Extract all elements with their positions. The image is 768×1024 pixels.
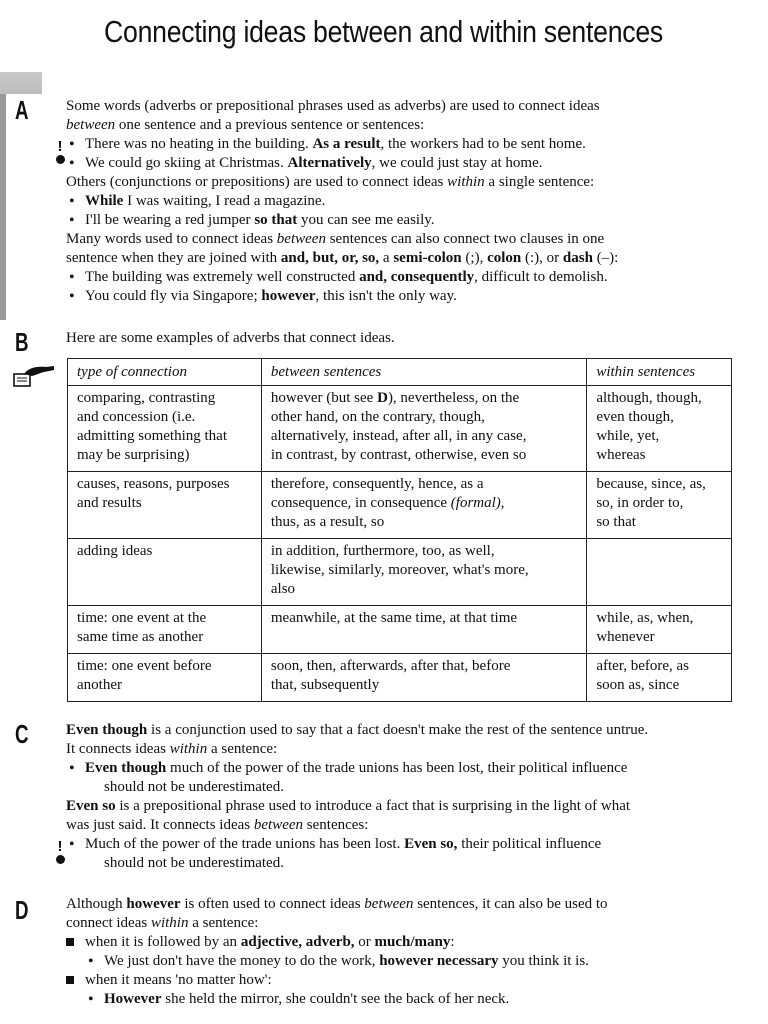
section-b-intro-text: Here are some examples of adverbs that connect ideas. — [66, 330, 395, 346]
example-bullet: • There was no heating in the building. As a result, the workers had to be sent home. — [66, 135, 746, 154]
example-bullet-continuation: should not be underestimated. — [104, 855, 284, 871]
table-cell-within: although, though, even though, while, yet, whereas — [587, 386, 732, 472]
section-a-line-1: Some words (adverbs or prepositional phrases used as adverbs) are used to connect ideas — [66, 98, 600, 114]
table-row — [68, 539, 732, 606]
section-a — [66, 97, 746, 306]
section-letter-d: D — [15, 895, 29, 925]
section-letter-a: A — [15, 95, 29, 125]
example-bullet: • We just don't have the money to do the work, however necessary you think it is. — [85, 952, 746, 971]
section-c — [66, 721, 746, 873]
table-cell-between: meanwhile, at the same time, at that time — [261, 606, 586, 654]
section-d-line-1: Although however is often used to connect ideas between sentences, it can also be used to — [66, 896, 608, 912]
section-a-line-2: between one sentence and a previous sentence or sentences: — [66, 117, 425, 133]
example-bullet-continuation: should not be underestimated. — [104, 779, 284, 795]
exclamation-warning-icon: ! — [53, 140, 67, 164]
example-bullet: • I'll be wearing a red jumper so that you can see me easily. — [66, 211, 746, 230]
column-header: type of connection — [68, 359, 262, 386]
connectors-table — [67, 358, 732, 702]
table-cell-type: time: one event at the same time as another — [68, 606, 262, 654]
table-cell-type: adding ideas — [68, 539, 262, 606]
example-bullet: • We could go skiing at Christmas. Alternatively, we could just stay at home. — [66, 154, 746, 173]
sidebar-strip — [0, 72, 6, 320]
sidebar-tab — [0, 72, 42, 94]
section-d-line-2: connect ideas within a sentence: — [66, 915, 259, 931]
table-cell-type: causes, reasons, purposes and results — [68, 472, 262, 539]
table-cell-type: comparing, contrasting and concession (i.e. admitting something that may be surprising) — [68, 386, 262, 472]
table-cell-type: time: one event before another — [68, 654, 262, 702]
example-bullet: • However she held the mirror, she couldn't see the back of her neck. — [85, 990, 746, 1009]
pointing-hand-icon — [12, 364, 56, 390]
example-bullet: • While I was waiting, I read a magazine. — [66, 192, 746, 211]
section-c-line-1: Even though is a conjunction used to say that a fact doesn't make the rest of the sentence untrue. — [66, 722, 649, 738]
table-cell-within: after, before, as soon as, since — [587, 654, 732, 702]
section-b-intro — [66, 329, 746, 348]
section-c-line-4: was just said. It connects ideas between sentences: — [66, 817, 369, 833]
section-c-line-2: It connects ideas within a sentence: — [66, 741, 278, 757]
table-cell-within: because, since, as, so, in order to, so that — [587, 472, 732, 539]
table-row — [68, 654, 732, 702]
table-cell-between: however (but see D), nevertheless, on the other hand, on the contrary, though, alternatively, instead, after all, in any case, in contrast, by contrast, otherwise, even so — [261, 386, 586, 472]
table-cell-between: soon, then, afterwards, after that, before that, subsequently — [261, 654, 586, 702]
example-bullet: • The building was extremely well constructed and, consequently, difficult to demolish. — [66, 268, 746, 287]
example-bullet: • Much of the power of the trade unions has been lost. Even so, their political influence — [66, 835, 746, 854]
example-bullet: • Even though much of the power of the trade unions has been lost, their political influence — [66, 759, 746, 778]
section-letter-b: B — [15, 327, 29, 357]
example-bullet: • You could fly via Singapore; however, this isn't the only way. — [66, 287, 746, 306]
table-row — [68, 606, 732, 654]
rule-item: when it means 'no matter how': — [66, 971, 746, 990]
exclamation-warning-icon: ! — [53, 840, 67, 864]
section-d — [66, 895, 746, 1009]
table-header-row — [68, 359, 732, 386]
rule-item: when it is followed by an adjective, adverb, or much/many: — [66, 933, 746, 952]
table-row — [68, 386, 732, 472]
page-title: Connecting ideas between and within sentences — [104, 14, 664, 49]
table-row — [68, 472, 732, 539]
table-cell-within: while, as, when, whenever — [587, 606, 732, 654]
column-header: between sentences — [261, 359, 586, 386]
section-c-line-3: Even so is a prepositional phrase used to introduce a fact that is surprising in the light of what — [66, 798, 631, 814]
section-letter-c: C — [15, 719, 29, 749]
table-cell-between: in addition, furthermore, too, as well, likewise, similarly, moreover, what's more, also — [261, 539, 586, 606]
section-a-line-4: Many words used to connect ideas between sentences can also connect two clauses in one — [66, 231, 605, 247]
table-cell-within — [587, 539, 732, 606]
table-cell-between: therefore, consequently, hence, as a consequence, in consequence (formal), thus, as a result, so — [261, 472, 586, 539]
section-a-line-5: sentence when they are joined with and, but, or, so, a semi-colon (;), colon (:), or dash (–): — [66, 250, 619, 266]
section-a-line-3: Others (conjunctions or prepositions) are used to connect ideas within a single sentence: — [66, 174, 595, 190]
column-header: within sentences — [587, 359, 732, 386]
